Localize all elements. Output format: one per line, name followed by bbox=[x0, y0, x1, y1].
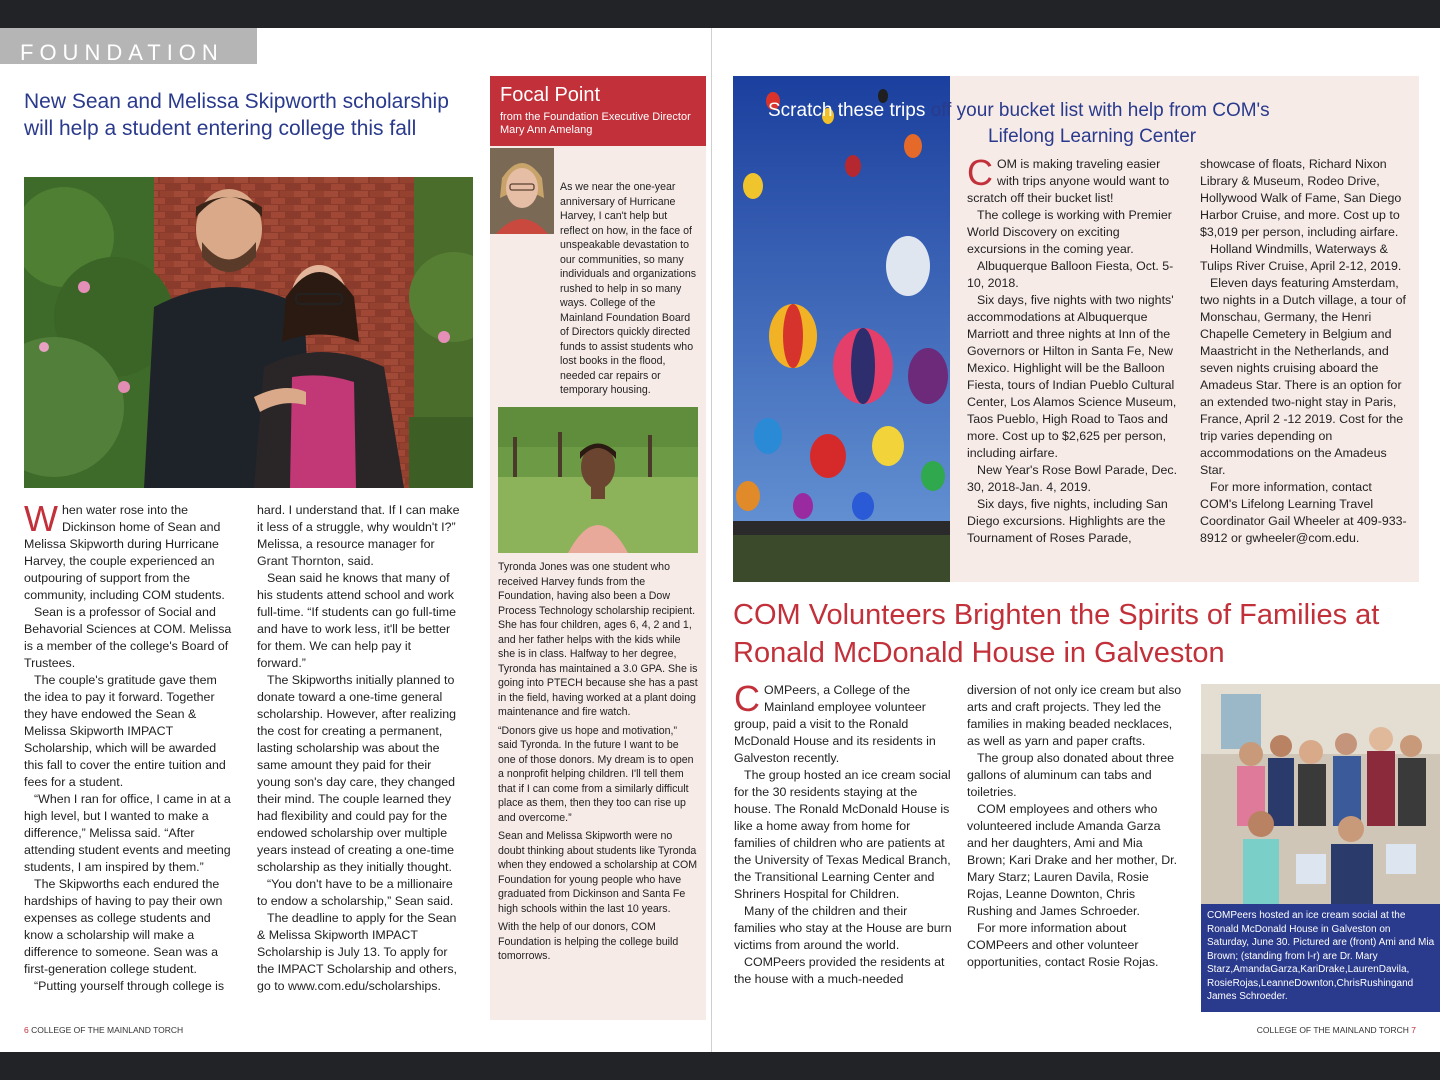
footer-text: COLLEGE OF THE MAINLAND TORCH bbox=[1256, 1025, 1409, 1035]
paragraph: hard. I understand that. If I can make it less of a struggle, why wouldn't I?” Melissa, a resource manager for Grant Thornton, said. bbox=[257, 503, 460, 568]
section-tab: FOUNDATION bbox=[0, 28, 257, 64]
paragraph: The group hosted an ice cream social for the 30 residents staying at the house. The Ronald McDonald House is like a home away from home for families of children who are patients at the University of Texas Medical Branch, the Transitional Learning Center and Shriners Hospital for Children. bbox=[734, 768, 951, 901]
top-black-band bbox=[0, 0, 1440, 28]
paragraph: As we near the one-year anniversary of Hurricane Harvey, I can't help but reflect on how, in the face of unspeakable devastation to our communities, so many individuals and organizations rushed to help in so many ways. College of the Mainland Foundation Board of Directors quickly directed funds to assist students who lost books in the flood, needed car repairs or temporary housing. bbox=[560, 181, 697, 396]
volunteers-headline: COM Volunteers Brighten the Spirits of Families at Ronald McDonald House in Galveston bbox=[733, 599, 1380, 669]
trips-column-1 bbox=[967, 152, 1181, 547]
paragraph: “You don't have to be a millionaire to endow a scholarship,” Sean said. bbox=[257, 877, 454, 908]
paragraph: “Donors give us hope and motivation,” said Tyronda. In the future I want to be one of those donors. My dream is to open a nonprofit helping children. I'll tell them that if I can come from a similarly difficult place as them, then they too can rise up and overcome.” bbox=[498, 724, 694, 824]
left-footer bbox=[24, 1025, 183, 1035]
trips-title-white: Scratch these trips bbox=[768, 100, 931, 121]
paragraph: “Putting yourself through college is bbox=[34, 979, 225, 993]
paragraph: For more information, contact COM's Lifelong Learning Travel Coordinator Gail Wheeler at 409-933-8912 or gwheeler@com.edu. bbox=[1200, 480, 1407, 545]
footer-text: COLLEGE OF THE MAINLAND TORCH bbox=[31, 1025, 184, 1035]
paragraph: Eleven days featuring Amsterdam, two nights in a Dutch village, a tour of Monschau, Germany, the Henri Chapelle Cemetery in Belgium and Maastricht in the Netherlands, and seven nights cruising aboard the Amadeus Star. There is an option for an extended two-night stay in Paris, France, April 2 -12 2019. Cost for the trip varies depending on accommodations on the Amadeus Star. bbox=[1200, 276, 1406, 477]
student-photo bbox=[498, 407, 698, 553]
paragraph: Six days, five nights, including San Diego excursions. Highlights are the Tournament of Roses Parade, bbox=[967, 497, 1168, 545]
paragraph: Six days, five nights with two nights' accommodations at Albuquerque Marriott and three nights at Inn of the Governors or Hilton in Santa Fe, New Mexico. Highlight will be the Balloon Fiesta, tours of Indian Pueblo Cultural Center, Los Alamos Science Museum, Taos Pueblo, High Road to Taos and more. Cost up to $2,625 per person, including airfare. bbox=[967, 293, 1177, 460]
dropcap: C bbox=[967, 152, 993, 193]
sidebar-title: Focal Point bbox=[500, 84, 601, 106]
trips-headline bbox=[768, 98, 1388, 150]
sidebar-subtitle: from the Foundation Executive Director Mary Ann Amelang bbox=[500, 111, 691, 136]
left-page bbox=[0, 28, 711, 1052]
dropcap: W bbox=[24, 498, 58, 539]
page-number: 6 bbox=[24, 1025, 29, 1035]
paragraph: The deadline to apply for the Sean & Melissa Skipworth IMPACT Scholarship is July 13. To apply for the IMPACT Scholarship and others, go to www.com.edu/scholarships. bbox=[257, 911, 457, 993]
paragraph: showcase of floats, Richard Nixon Library & Museum, Rodeo Drive, Hollywood Walk of Fame, San Diego Harbor Cruise, and more. Cost up to $3,019 per person, including airfare. bbox=[1200, 157, 1402, 239]
trips-title-blue: off your bucket list with help from COM's bbox=[930, 100, 1270, 121]
trips-column-2 bbox=[1200, 156, 1410, 547]
volunteers-column-1 bbox=[734, 678, 952, 988]
paragraph: For more information about COMPeers and other volunteer opportunities, contact Rosie Rojas. bbox=[967, 921, 1159, 969]
paragraph: hen water rose into the Dickinson home of Sean and Melissa Skipworth during Hurricane Harvey, the couple experienced an outpouring of support from the community, including COM students. bbox=[24, 503, 225, 602]
paragraph: Holland Windmills, Waterways & Tulips River Cruise, April 2-12, 2019. bbox=[1200, 242, 1402, 273]
paragraph: Albuquerque Balloon Fiesta, Oct. 5-10, 2018. bbox=[967, 259, 1174, 290]
volunteers-group-photo bbox=[1201, 684, 1440, 904]
paragraph: COM employees and others who volunteered include Amanda Garza and her daughters, Ami and Mia Brown; Kari Drake and her mother, Dr. Mary Starz; Lauren Davila, Rosie Rojas, Leanne Downton, Chris Rushing and James Schroeder. bbox=[967, 802, 1178, 918]
right-page bbox=[711, 28, 1440, 1052]
paragraph: Sean is a professor of Social and Behavorial Sciences at COM. Melissa is a member of the college's Board of Trustees. bbox=[24, 605, 232, 670]
paragraph: Sean said he knows that many of his students attend school and work full-time. “If students can go full-time and have to work less, it'll be better for them. We can help pay it forward.” bbox=[257, 571, 457, 670]
paragraph: Sean and Melissa Skipworth were no doubt thinking about students like Tyronda when they endowed a scholarship at COM Foundation for young people who have graduated from Dickinson and Santa Fe high schools within the last 10 years. bbox=[498, 830, 698, 915]
trips-title-line2: Lifelong Learning Center bbox=[988, 126, 1197, 147]
article-column-1 bbox=[24, 498, 232, 995]
focal-point-sidebar bbox=[490, 76, 706, 1020]
trips-panel bbox=[733, 76, 1419, 582]
paragraph: The Skipworths each endured the hardships of having to pay their own expenses as college students and know a scholarship will make a difference to someone. Sean was a first-generation college student. bbox=[24, 877, 223, 976]
paragraph: The college is working with Premier World Discovery on exciting excursions in the coming year. bbox=[967, 208, 1172, 256]
article-column-2 bbox=[257, 502, 463, 995]
photo-caption: COMPeers hosted an ice cream social at the Ronald McDonald House in Galveston on Saturday, June 30. Pictured are (front) Ami and Mia Brown; (standing from l-r) are Dr. Mary Starz,AmandaGarza,KariDrake,LaurenDavila, RosieRojas,LeanneDownton,ChrisRushingand James Schroeder. bbox=[1201, 904, 1440, 1012]
sidebar-story bbox=[498, 560, 698, 968]
paragraph: “When I ran for office, I came in at a high level, but I wanted to make a difference,” Melissa said. “After attending student events and meeting students, I am inspired by them.” bbox=[24, 792, 231, 874]
left-headline: New Sean and Melissa Skipworth scholarship will help a student entering college this fall bbox=[24, 90, 449, 140]
sidebar-header bbox=[490, 76, 706, 146]
paragraph: COMPeers provided the residents at the house with a much-needed bbox=[734, 955, 945, 986]
paragraph: The couple's gratitude gave them the idea to pay it forward. Together they have endowed the Sean & Melissa Skipworth IMPACT Scholarship, which will be awarded this fall to cover the entire tuition and fees for a student. bbox=[24, 673, 226, 789]
right-footer bbox=[1257, 1025, 1416, 1035]
volunteers-column-2 bbox=[967, 682, 1183, 971]
paragraph: New Year's Rose Bowl Parade, Dec. 30, 2018-Jan. 4, 2019. bbox=[967, 463, 1178, 494]
paragraph: The Skipworths initially planned to donate toward a one-time general scholarship. However, after realizing the cost for creating a permanent, lasting scholarship was about the same amount they paid for their young son's day care, they changed their mind. The couple learned they had flexibility and could pay for the endowed scholarship over multiple years instead of creating a one-time scholarship as they initially thought. bbox=[257, 673, 457, 874]
paragraph: The group also donated about three gallons of aluminum can tabs and toiletries. bbox=[967, 751, 1175, 799]
paragraph: With the help of our donors, COM Foundation is helping the college build tomorrows. bbox=[498, 921, 679, 962]
paragraph: Many of the children and their families who stay at the House are burn victims from around the world. bbox=[734, 904, 952, 952]
bottom-black-band bbox=[0, 1052, 1440, 1080]
paragraph: OM is making traveling easier with trips anyone would want to scratch off their bucket list! bbox=[967, 157, 1170, 205]
balloon-photo bbox=[733, 76, 950, 582]
paragraph: OMPeers, a College of the Mainland employee volunteer group, paid a visit to the Ronald McDonald House and its residents in Galveston recently. bbox=[734, 683, 936, 765]
sidebar-intro bbox=[498, 180, 698, 402]
paragraph: Tyronda Jones was one student who received Harvey funds from the Foundation, having also been a Dow Process Technology scholarship recipient. She has four children, ages 6, 4, 2 and 1, and her father helps with the kids while she is in class. Halfway to her degree, Tyronda has maintained a 3.0 GPA. She is going into PTECH because she has a past in the field, having worked at a plant doing maintenance and fire watch. bbox=[498, 561, 698, 718]
couple-photo bbox=[24, 177, 473, 488]
paragraph: diversion of not only ice cream but also arts and craft projects. They led the families in making beaded necklaces, as well as yarn and paper crafts. bbox=[967, 683, 1182, 748]
page-number: 7 bbox=[1411, 1025, 1416, 1035]
dropcap: C bbox=[734, 678, 760, 719]
